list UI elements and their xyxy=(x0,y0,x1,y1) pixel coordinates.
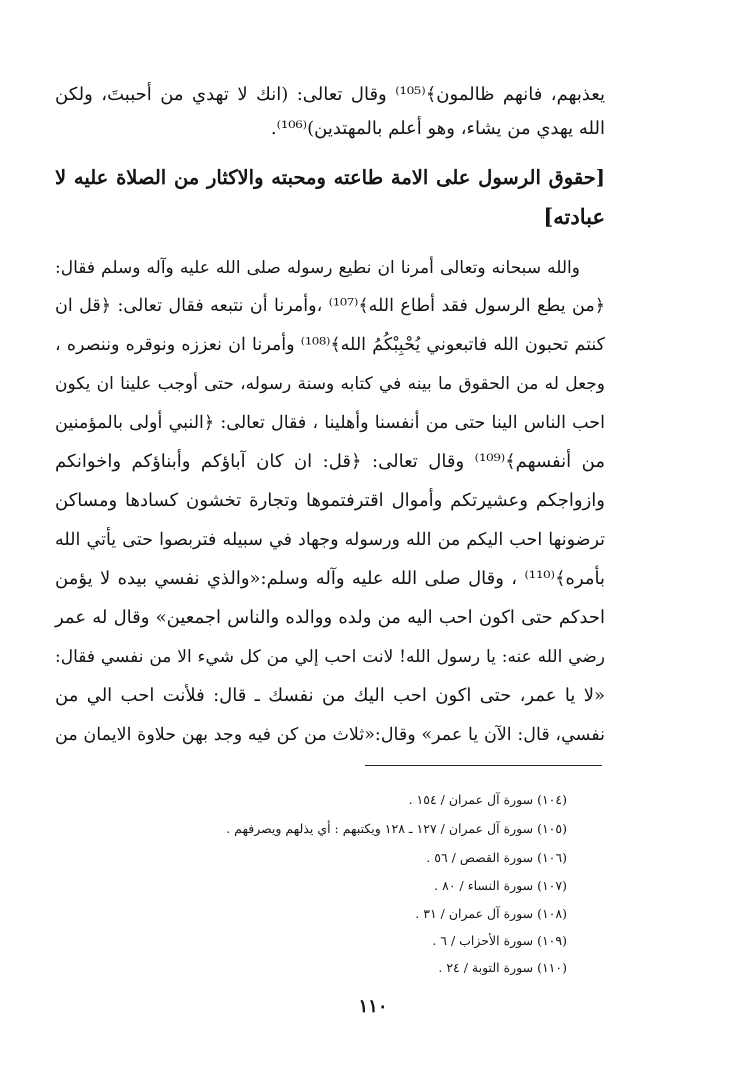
intro-line-1: يعذبهم، فانهم ظالمون﴾⁽¹⁰⁵⁾ وقال تعالى: (انك لا تهدي من أحببتَ، ولكن xyxy=(55,84,605,105)
paragraph-line-13: نفسي، قال: الآن يا عمر» وقال:«ثلاث من كن فيه وجد بهن حلاوة الايمان من xyxy=(55,725,605,745)
section-heading-line-1: [حقوق الرسول على الامة طاعته ومحبته والاكثار من الصلاة عليه لا xyxy=(55,166,605,189)
paragraph-line-9: بأمره﴾⁽¹¹⁰⁾ ، وقال صلى الله عليه وآله وسلم:«والذي نفسي بيده لا يؤمن xyxy=(55,568,605,589)
footnote-107: (١٠٧) سورة النساء / ٨٠ . xyxy=(434,878,567,893)
footnote-105: (١٠٥) سورة آل عمران / ١٢٧ ـ ١٢٨ ويكتبهم : أي يذلهم ويصرفهم . xyxy=(226,821,567,836)
paragraph-line-12: «لا يا عمر، حتى اكون احب اليك من نفسك ـ قال: فلأنت احب الي من xyxy=(55,685,605,706)
footnote-104: (١٠٤) سورة آل عمران / ١٥٤ . xyxy=(408,792,567,807)
paragraph-line-2: ﴿من يطع الرسول فقد أطاع الله﴾⁽¹⁰⁷⁾ ،وأمرنا أن نتبعه فقال تعالى: ﴿قل ان xyxy=(55,296,605,316)
paragraph-line-4: وجعل له من الحقوق ما بينه في كتابه وسنة رسوله، حتى أوجب علينا ان يكون xyxy=(55,374,605,394)
intro-line-2: الله يهدي من يشاء، وهو أعلم بالمهتدين)⁽¹⁰⁶⁾. xyxy=(270,118,605,139)
footnote-110: (١١٠) سورة التوبة / ٢٤ . xyxy=(438,960,567,975)
paragraph-line-3: كنتم تحبون الله فاتبعوني يُحْبِبْكُمُ الله﴾⁽¹⁰⁸⁾ وأمرنا ان نعززه ونوقره وننصره ، xyxy=(55,335,605,355)
footnote-separator xyxy=(365,765,602,766)
paragraph-line-10: احدكم حتى اكون احب اليه من ولده ووالده والناس اجمعين» وقال له عمر xyxy=(55,607,605,628)
page-number: ١١٠ xyxy=(358,996,388,1017)
section-heading-line-2: عبادته] xyxy=(543,204,605,229)
paragraph-line-1: والله سبحانه وتعالى أمرنا ان نطيع رسوله صلى الله عليه وآله وسلم فقال: xyxy=(55,258,580,278)
footnote-108: (١٠٨) سورة آل عمران / ٣١ . xyxy=(415,906,567,921)
paragraph-line-11: رضي الله عنه: يا رسول الله! لانت احب إلي من كل شيء الا من نفسي فقال: xyxy=(55,647,605,667)
paragraph-line-5: احب الناس الينا حتى من أنفسنا وأهلينا ، فقال تعالى: ﴿النبي أولى بالمؤمنين xyxy=(55,413,605,433)
footnote-106: (١٠٦) سورة القصص / ٥٦ . xyxy=(426,850,567,865)
footnote-109: (١٠٩) سورة الأحزاب / ٦ . xyxy=(432,933,567,948)
paragraph-line-6: من أنفسهم﴾⁽¹⁰⁹⁾ وقال تعالى: ﴿قل: ان كان آباؤكم وأبناؤكم واخوانكم xyxy=(55,451,605,472)
paragraph-line-8: ترضونها احب اليكم من الله ورسوله وجهاد في سبيله فتربصوا حتى يأتي الله xyxy=(55,530,605,550)
paragraph-line-7: وازواجكم وعشيرتكم وأموال اقترفتموها وتجارة تخشون كسادها ومساكن xyxy=(55,490,605,511)
